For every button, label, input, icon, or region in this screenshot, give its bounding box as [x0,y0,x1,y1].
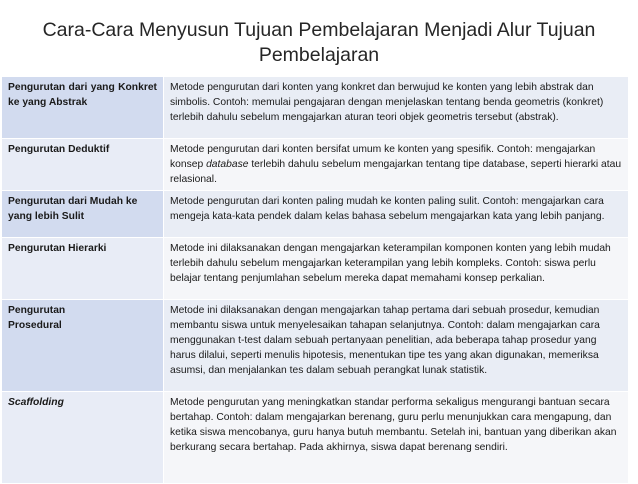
slide-title: Cara-Cara Menyusun Tujuan Pembelajaran Menjadi Alur Tujuan Pembelajaran [42,19,596,66]
description-cell [164,237,629,299]
methods-table [1,76,629,484]
description-cell [164,299,629,391]
table-row [2,237,629,299]
term-text: Scaffolding [8,396,64,408]
table-row [2,77,629,139]
term-text: Pengurutan dari Mudah ke yang lebih Sulit [8,195,138,222]
term-cell [2,190,164,237]
term-cell [2,237,164,299]
description-text: Metode ini dilaksanakan dengan mengajarkan tahap pertama dari sebuah prosedur, kemudian membantu siswa untuk menyelesaikan tahapan selanjutnya. Contoh: dalam mengajarkan cara menggunakan t-test dalam sebuah pertanyaan penelitian, ada beberapa tahap prosedur yang harus dilalui, seperti menulis hipotesis, menentukan tipe tes yang akan digunakan, memeriksa asumsi, dan menjalankan tes dalam sebuah perangkat lunak statistik. [170,304,600,377]
description-text: Metode pengurutan dari konten yang konkret dan berwujud ke konten yang lebih abstrak dan simbolis. Contoh: memulai pengajaran dengan menjelaskan tentang benda geometris (konkret) terlebih dahulu sebelum mengajarkan aturan teori objek geometris tersebut (abstrak). [170,82,604,124]
term-text: Pengurutan Prosedural [8,304,66,331]
description-text: Metode pengurutan dari konten paling mudah ke konten paling sulit. Contoh: mengajarkan cara mengeja kata-kata pendek dalam kelas bahasa sebelum mengajarkan kata yang lebih panjang. [170,195,605,222]
description-cell [164,139,629,191]
term-cell [2,139,164,191]
description-text: terlebih dahulu sebelum mengajarkan tentang tipe database, seperti hierarki atau relasional. [170,159,622,186]
term-text: Pengurutan dari yang Konkret ke yang Abstrak [8,82,157,109]
description-cell [164,77,629,139]
description-text: Metode ini dilaksanakan dengan mengajarkan keterampilan komponen konten yang lebih mudah terlebih dahulu sebelum mengajarkan keterampilan yang lebih kompleks. Contoh: siswa perlu belajar tentang penjumlahan sebelum mereka dapat memahami konsep perkalian. [170,242,611,285]
table-row [2,299,629,391]
term-cell [2,391,164,483]
description-italic-text: database [206,159,249,171]
table-row [2,139,629,191]
term-text: Pengurutan Deduktif [8,144,110,155]
term-cell [2,77,164,139]
term-cell [2,299,164,391]
description-text: Metode pengurutan yang meningkatkan standar performa sekaligus mengurangi bantuan secara bertahap. Contoh: dalam mengajarkan berenang, guru perlu menunjukkan cara mengapung, dan ketika siswa mencobanya, guru hanya butuh membantu. Setelah ini, bantuan yang diberikan akan berkurang secara bertahap. Pada akhirnya, siswa dapat berenang sendiri. [170,396,617,454]
table-row [2,190,629,237]
description-cell [164,190,629,237]
table-row [2,391,629,483]
description-text: Metode pengurutan dari konten bersifat umum ke konten yang spesifik. Contoh: mengajarkan konsep [170,144,596,171]
term-text: Pengurutan Hierarki [8,242,107,254]
description-cell [164,391,629,483]
